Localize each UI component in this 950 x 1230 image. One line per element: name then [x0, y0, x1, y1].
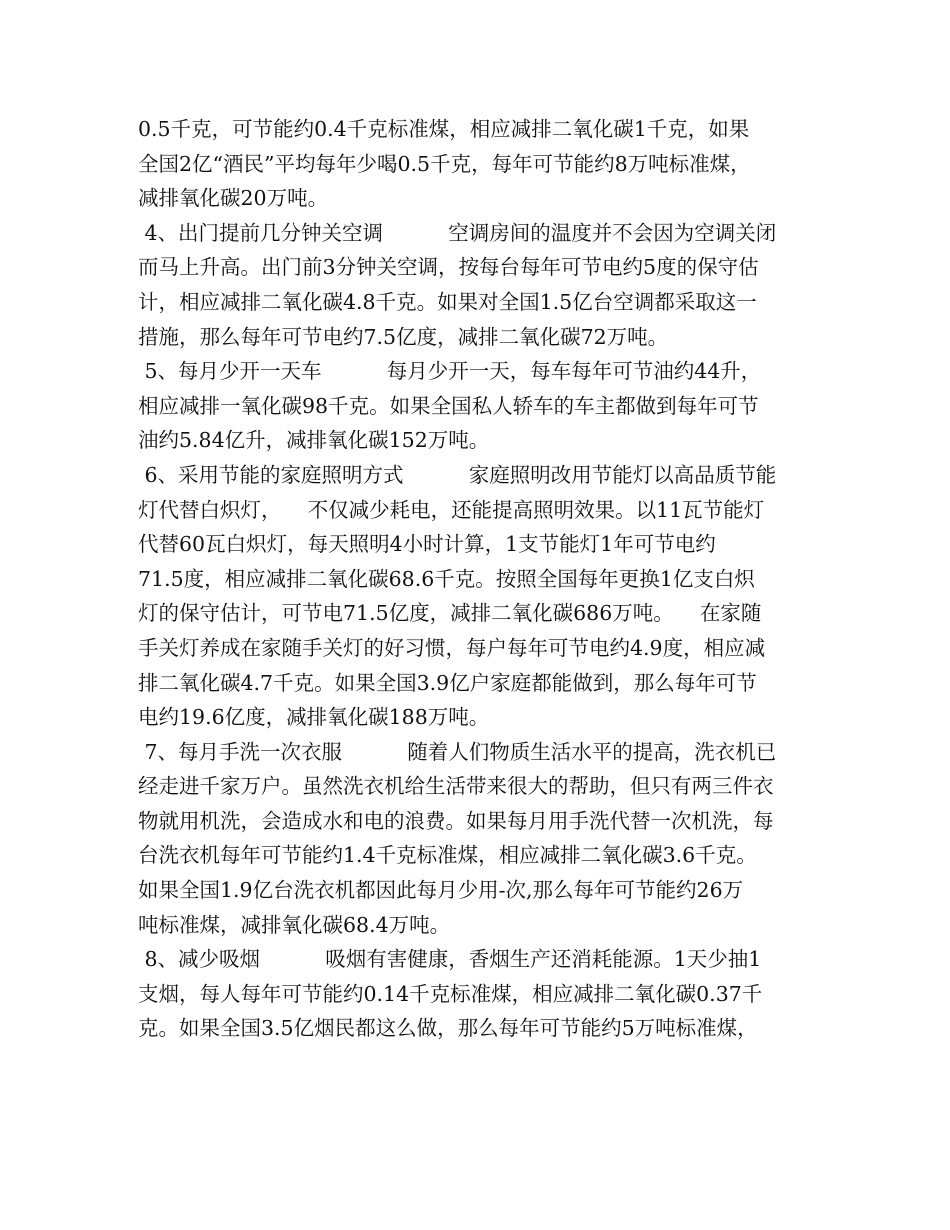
- section-heading-line: 4、出门提前几分钟关空调 空调房间的温度并不会因为空调关闭: [138, 220, 777, 245]
- section-heading-line: 7、每月手洗一次衣服 随着人们物质生活水平的提高，洗衣机已: [138, 739, 777, 764]
- text-line: 物就用机洗，会造成水和电的浪费。如果每月用手洗代替一次机洗，每: [138, 808, 774, 833]
- text-line: 减排氧化碳20万吨。: [138, 186, 329, 211]
- section-heading-line: 6、采用节能的家庭照明方式 家庭照明改用节能灯以高品质节能: [138, 462, 777, 487]
- text-line: 经走进千家万户。虽然洗衣机给生活带来很大的帮助，但只有两三件衣: [138, 774, 774, 799]
- text-line: 电约19.6亿度，减排氧化碳188万吨。: [138, 705, 490, 730]
- text-line: 灯代替白炽灯， 不仅减少耗电，还能提高照明效果。以11瓦节能灯: [138, 497, 765, 522]
- text-line: 油约5.84亿升，减排氧化碳152万吨。: [138, 428, 490, 453]
- text-line: 计，相应减排二氧化碳4.8千克。如果对全国1.5亿台空调都采取这一: [138, 289, 757, 314]
- text-line: 灯的保守估计，可节电71.5亿度，减排二氧化碳686万吨。 在家随: [138, 601, 762, 626]
- text-line: 支烟，每人每年可节能约0.14千克标准煤，相应减排二氧化碳0.37千: [138, 981, 763, 1006]
- text-line: 相应减排一氧化碳98千克。如果全国私人轿车的车主都做到每年可节: [138, 393, 759, 418]
- section-heading-line: 8、减少吸烟 吸烟有害健康，香烟生产还消耗能源。1天少抽1: [138, 947, 762, 972]
- text-line: 0.5千克，可节能约0.4千克标准煤，相应减排二氧化碳1千克，如果: [138, 117, 750, 141]
- text-line: 如果全国1.9亿台洗衣机都因此每月少用-次,那么每年可节能约26万: [138, 878, 744, 903]
- text-line: 代替60瓦白炽灯，每天照明4小时计算，1支节能灯1年可节电约: [138, 532, 716, 557]
- text-line: 吨标准煤，减排氧化碳68.4万吨。: [138, 912, 451, 937]
- text-line: 全国2亿“酒民”平均每年少喝0.5千克，每年可节能约8万吨标准煤，: [138, 151, 751, 176]
- text-line: 排二氧化碳4.7千克。如果全国3.9亿户家庭都能做到，那么每年可节: [138, 670, 757, 695]
- body-text: [138, 112, 818, 1046]
- text-line: 而马上升高。出门前3分钟关空调，按每台每年可节电约5度的保守估: [138, 255, 759, 280]
- text-line: 克。如果全国3.5亿烟民都这么做，那么每年可节能约5万吨标准煤，: [138, 1016, 758, 1041]
- text-line: 措施，那么每年可节电约7.5亿度，减排二氧化碳72万吨。: [138, 324, 669, 349]
- text-line: 手关灯养成在家随手关灯的好习惯，每户每年可节电约4.9度，相应减: [138, 635, 766, 660]
- text-line: 71.5度，相应减排二氧化碳68.6千克。按照全国每年更换1亿支白炽: [138, 566, 755, 591]
- section-heading-line: 5、每月少开一天车 每月少开一天，每车每年可节油约44升，: [138, 359, 762, 384]
- text-line: 台洗衣机每年可节能约1.4千克标准煤，相应减排二氧化碳3.6千克。: [138, 843, 757, 868]
